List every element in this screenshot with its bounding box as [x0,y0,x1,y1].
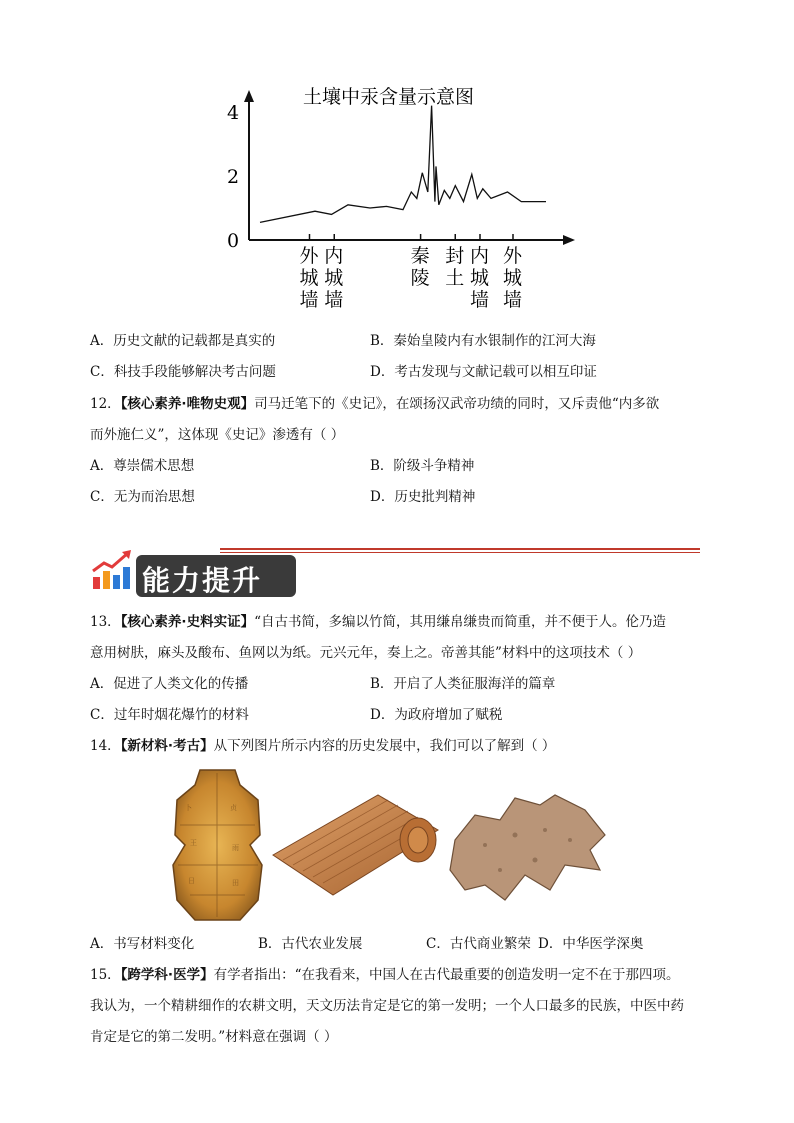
q13-number: 13． [90,614,121,630]
oracle-bone-shell-image [170,765,265,925]
svg-text:贞: 贞 [230,804,237,812]
x-axis-label-char: 外 [299,245,319,267]
x-axis-label-char: 陵 [410,267,430,289]
x-axis-label-char: 秦 [410,245,430,267]
x-axis-label-char: 内 [324,245,344,267]
svg-text:田: 田 [232,879,239,887]
banner-rule-thin [220,552,700,553]
q14-option-d[interactable]: D．中华医学深奥 [538,936,644,952]
q11-option-d[interactable]: D．考古发现与文献记载可以相互印证 [370,364,597,380]
q11-option-a[interactable]: A．历史文献的记载都是真实的 [90,333,276,349]
svg-text:王: 王 [190,839,197,847]
q15-number: 15． [90,967,121,983]
q14-number: 14． [90,738,121,754]
q12-number: 12． [90,396,121,412]
q12-stem-line2: 而外施仁义”，这体现《史记》渗透有（ ） [90,427,345,443]
x-axis-label-char: 城 [503,267,523,289]
q12-option-b[interactable]: B．阶级斗争精神 [370,458,475,474]
q13-text: “自古书简，多编以竹简，其用缣帛缣贵而简重，并不便于人。伦乃造 [254,614,666,630]
x-axis-label-char: 墙 [503,289,523,311]
y-tick-label: 2 [227,166,240,188]
svg-text:雨: 雨 [232,844,239,852]
q15-stem-line1 [90,965,679,985]
x-axis-label-char: 土 [445,267,465,289]
q12-text: 司马迁笔下的《史记》，在颂扬汉武帝功绩的同时，又斥责他“内多欲 [254,396,660,412]
banner-title: 能力提升 [142,564,263,597]
q14-option-a[interactable]: A．书写材料变化 [90,936,195,952]
q12-option-a[interactable]: A．尊崇儒术思想 [90,458,195,474]
x-axis-label-char: 内 [470,245,490,267]
q13-tag: 【核心素养·史料实证】 [120,614,255,630]
y-axis-arrow [244,90,254,102]
bamboo-slips-image [268,785,443,905]
q12-stem-line1 [90,394,659,414]
q14-option-c[interactable]: C．古代商业繁荣 [426,936,531,952]
x-axis-label-char: 墙 [324,289,344,311]
q15-tag: 【跨学科·医学】 [120,967,214,983]
svg-text:日: 日 [188,877,195,885]
q11-option-b[interactable]: B．秦始皇陵内有水银制作的江河大海 [370,333,596,349]
q15-stem-line3: 肯定是它的第二发明。”材料意在强调（ ） [90,1029,338,1045]
x-axis-label-char: 封 [445,245,465,267]
q15-stem-line2: 我认为，一个精耕细作的农耕文明，天文历法肯定是它的第一发明；一个人口最多的民族，中医中药 [90,998,684,1014]
q13-option-a[interactable]: A．促进了人类文化的传播 [90,676,249,692]
mercury-series-line [260,106,546,223]
ancient-paper-fragment-image [445,790,610,905]
svg-text:卜: 卜 [185,804,192,812]
chart-title: 土壤中汞含量示意图 [303,86,475,108]
growth-chart-icon [90,549,134,593]
x-axis-arrow [563,235,575,245]
q12-option-c[interactable]: C．无为而治思想 [90,489,195,505]
q13-option-c[interactable]: C．过年时烟花爆竹的材料 [90,707,249,723]
q13-option-d[interactable]: D．为政府增加了赋税 [370,707,503,723]
q13-stem-line2: 意用树肤，麻头及酸布、鱼网以为纸。元兴元年，奏上之。帝善其能”材料中的这项技术（ ） [90,645,642,661]
banner-rule-thick [220,548,700,550]
x-axis-label-char: 城 [470,267,490,289]
q15-text: 有学者指出：“在我看来，中国人在古代最重要的创造发明一定不在于那四项。 [213,967,680,983]
q13-option-b[interactable]: B．开启了人类征服海洋的篇章 [370,676,556,692]
x-axis-label-char: 城 [299,267,319,289]
q14-text: 从下列图片所示内容的历史发展中，我们可以了解到（ ） [213,738,556,754]
x-axis-label-char: 城 [324,267,344,289]
q13-stem-line1 [90,612,666,632]
y-tick-label: 4 [227,102,240,124]
q14-tag: 【新材料·考古】 [120,738,214,754]
x-axis-label-char: 墙 [470,289,490,311]
mercury-chart [215,80,585,320]
q12-tag: 【核心素养·唯物史观】 [120,396,255,412]
x-axis-label-char: 墙 [299,289,319,311]
section-banner [90,545,700,600]
q12-option-d[interactable]: D．历史批判精神 [370,489,476,505]
q14-stem [90,736,555,756]
x-axis-label-char: 外 [503,245,523,267]
y-tick-label: 0 [227,230,240,252]
q14-option-b[interactable]: B．古代农业发展 [258,936,363,952]
q11-option-c[interactable]: C．科技手段能够解决考古问题 [90,364,276,380]
